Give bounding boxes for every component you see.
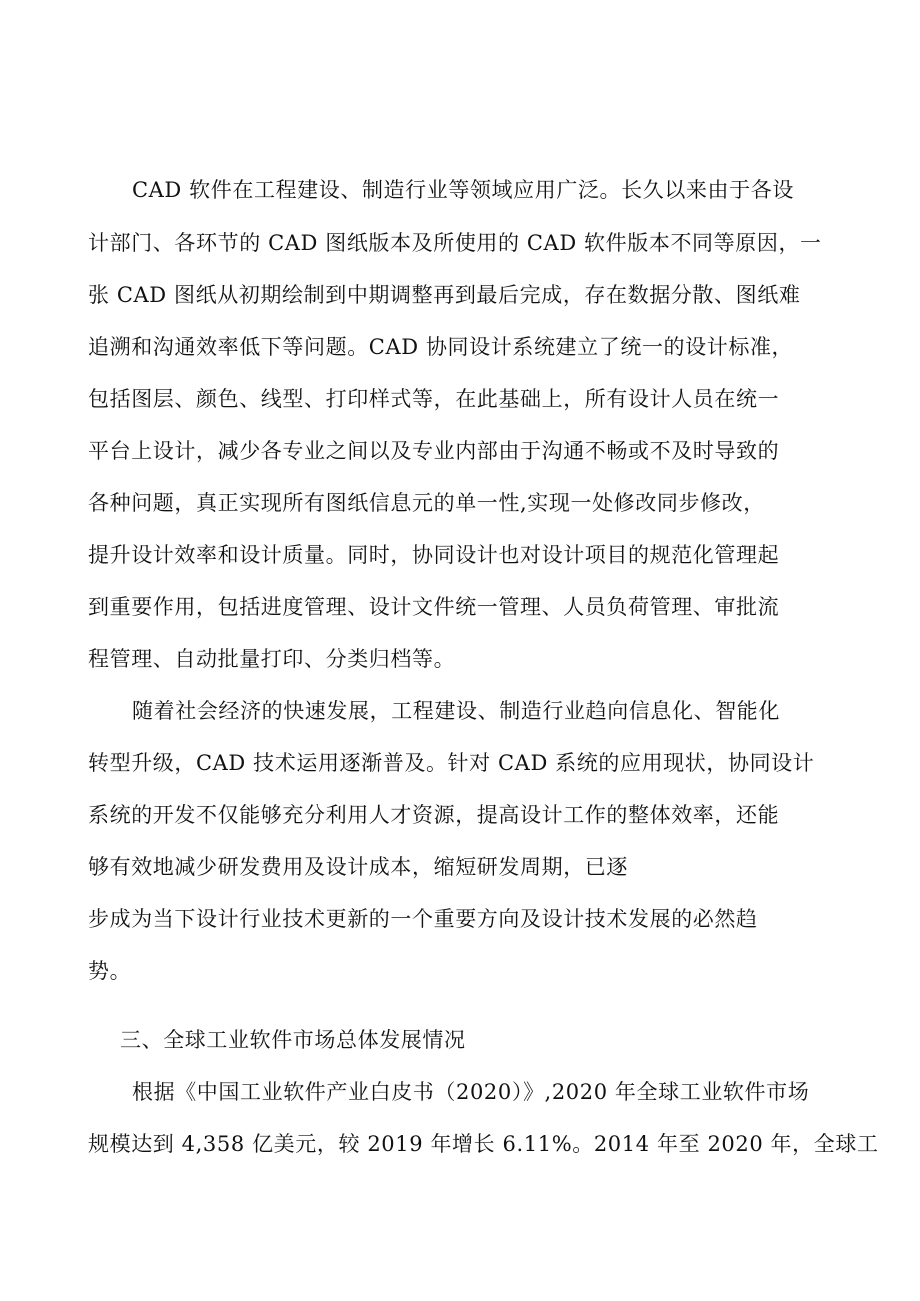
paragraph-line: 步成为当下设计行业技术更新的一个重要方向及设计技术发展的必然趋 [88, 907, 758, 931]
paragraph-line: CAD 软件在工程建设、制造行业等领域应用广泛。长久以来由于各设 [132, 178, 794, 202]
paragraph-line: 追溯和沟通效率低下等问题。CAD 协同设计系统建立了统一的设计标准， [88, 335, 794, 359]
paragraph-line: 张 CAD 图纸从初期绘制到中期调整再到最后完成，存在数据分散、图纸难 [88, 283, 801, 307]
paragraph-line: 系统的开发不仅能够充分利用人才资源，提高设计工作的整体效率，还能 [88, 803, 780, 827]
paragraph-line: 到重要作用，包括进度管理、设计文件统一管理、人员负荷管理、审批流 [88, 595, 780, 619]
paragraph-line: 转型升级，CAD 技术运用逐渐普及。针对 CAD 系统的应用现状，协同设计 [88, 751, 815, 775]
paragraph-line: 够有效地减少研发费用及设计成本，缩短研发周期，已逐 [88, 855, 628, 879]
paragraph-line: 势。 [88, 959, 132, 983]
paragraph-line: 计部门、各环节的 CAD 图纸版本及所使用的 CAD 软件版本不同等原因，一 [88, 231, 822, 255]
paragraph-line: 各种问题，真正实现所有图纸信息元的单一性,实现一处修改同步修改， [88, 491, 765, 515]
paragraph-line: 程管理、自动批量打印、分类归档等。 [88, 647, 456, 671]
section-heading: 三、全球工业软件市场总体发展情况 [120, 1028, 466, 1052]
paragraph-line: 包括图层、颜色、线型、打印样式等，在此基础上，所有设计人员在统一 [88, 387, 780, 411]
paragraph-line: 随着社会经济的快速发展，工程建设、制造行业趋向信息化、智能化 [132, 699, 780, 723]
paragraph-line: 规模达到 4,358 亿美元，较 2019 年增长 6.11%。2014 年至 2020 年，全球工 [88, 1132, 879, 1156]
paragraph-line: 平台上设计，减少各专业之间以及专业内部由于沟通不畅或不及时导致的 [88, 439, 780, 463]
paragraph-line: 根据《中国工业软件产业白皮书（2020）》,2020 年全球工业软件市场 [132, 1080, 810, 1104]
paragraph-line: 提升设计效率和设计质量。同时，协同设计也对设计项目的规范化管理起 [88, 543, 780, 567]
